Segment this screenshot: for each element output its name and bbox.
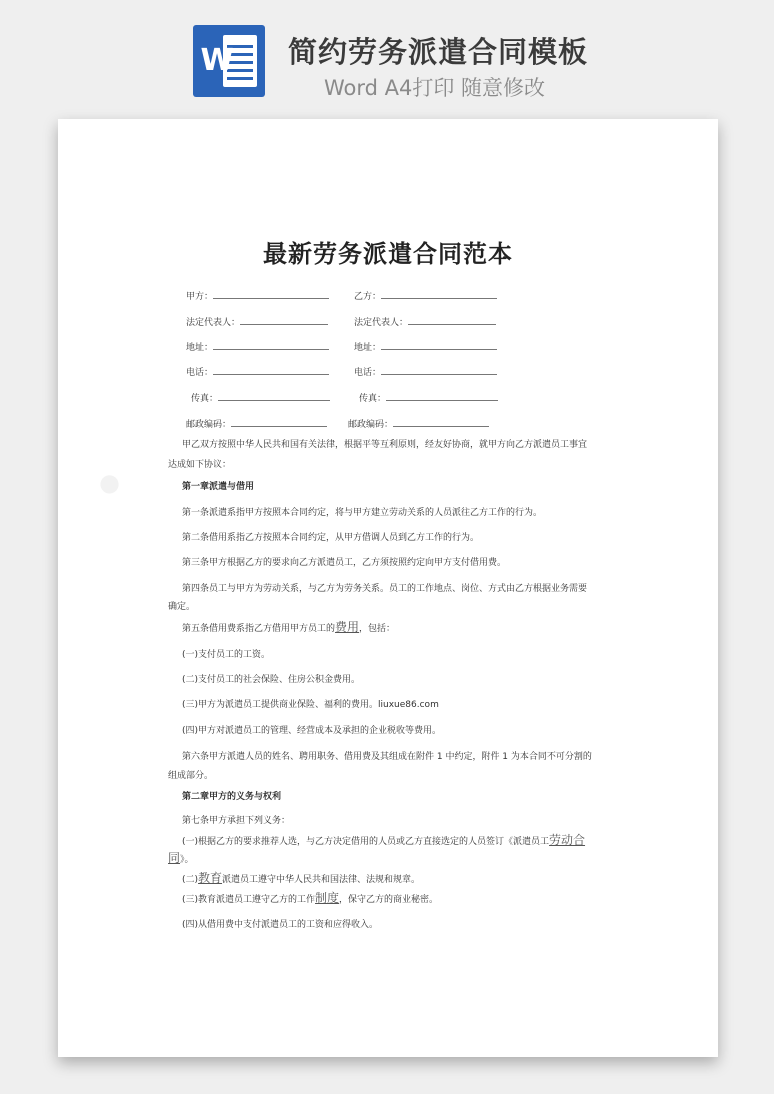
field-label: 电话： [186, 368, 214, 378]
text-run: ，包括： [359, 624, 396, 634]
field-blank [381, 289, 497, 299]
paragraph: 第三条甲方根据乙方的要求向乙方派遣员工，乙方须按照约定向甲方支付借用费。 [182, 558, 507, 568]
party-a-phone-field [186, 365, 329, 379]
field-label: 邮政编码： [186, 420, 232, 430]
party-a-field [186, 289, 329, 303]
field-label: 地址： [186, 343, 214, 353]
chapter-heading: 第一章派遣与借用 [182, 482, 255, 492]
list-item [182, 870, 617, 889]
keyword-link[interactable]: 教育 [198, 871, 223, 885]
party-a-postcode-field [186, 417, 327, 431]
paragraph: 第二条借用系指乙方按照本合同约定，从甲方借调人员到乙方工作的行为。 [182, 533, 480, 543]
list-item: (四)从借用费中支付派遣员工的工资和应得收入。 [182, 920, 379, 930]
field-blank [393, 417, 489, 427]
keyword-link[interactable]: 同 [168, 851, 181, 865]
field-label: 传真： [191, 394, 219, 404]
party-b-field [354, 289, 497, 303]
party-b-address-field [354, 340, 497, 354]
party-a-rep-field [186, 315, 328, 329]
list-item [182, 890, 617, 909]
party-b-postcode-field [348, 417, 489, 431]
field-blank [386, 391, 498, 401]
field-label: 邮政编码： [348, 420, 394, 430]
party-a-address-field [186, 340, 329, 354]
document-page [58, 119, 718, 1057]
keyword-link[interactable]: 劳动合 [549, 833, 586, 847]
list-item: (三)甲方为派遣员工提供商业保险、福利的费用。liuxue86.com [182, 700, 439, 710]
keyword-link[interactable]: 制度 [315, 891, 340, 905]
party-b-fax-field [359, 391, 498, 405]
list-item: (二)支付员工的社会保险、住房公积金费用。 [182, 675, 361, 685]
paragraph: 第四条员工与甲方为劳动关系，与乙方为劳务关系。员工的工作地点、岗位、方式由乙方根据业务需要 [182, 584, 588, 594]
watermark: ● [91, 465, 126, 501]
template-subtitle: Word A4打印 随意修改 [324, 76, 546, 100]
paragraph: 第七条甲方承担下列义务： [182, 816, 291, 826]
list-item [182, 832, 603, 851]
document-title: 最新劳务派遣合同范本 [263, 240, 513, 268]
paragraph [182, 619, 617, 638]
template-header [0, 0, 774, 110]
field-label: 法定代表人： [354, 318, 409, 328]
field-blank [408, 315, 496, 325]
paragraph: 组成部分。 [168, 771, 214, 781]
list-item: (四)甲方对派遣员工的管理、经营成本及承担的企业税收等费用。 [182, 726, 442, 736]
word-icon-letter: W [200, 43, 234, 78]
text-run: 第五条借用费系指乙方借用甲方员工的 [182, 624, 336, 634]
field-blank [231, 417, 327, 427]
paragraph: 第六条甲方派遣人员的姓名、聘用职务、借用费及其组成在附件 1 中约定，附件 1 为本合同不可分割的 [182, 752, 592, 762]
list-item-continuation [168, 850, 603, 869]
field-blank [381, 365, 497, 375]
field-label: 地址： [354, 343, 382, 353]
keyword-link[interactable]: 费用 [335, 620, 360, 634]
paragraph: 第一条派遣系指甲方按照本合同约定，将与甲方建立劳动关系的人员派往乙方工作的行为。 [182, 508, 543, 518]
text-run: (二) [182, 875, 199, 885]
paragraph: 甲乙双方按照中华人民共和国有关法律，根据平等互利原则，经友好协商，就甲方向乙方派遣员工事宜 [182, 440, 588, 450]
paragraph: 达成如下协议： [168, 460, 232, 470]
word-document-icon [193, 25, 265, 97]
field-label: 法定代表人： [186, 318, 241, 328]
field-blank [213, 365, 329, 375]
party-b-phone-field [354, 365, 497, 379]
template-title: 简约劳务派遣合同模板 [288, 35, 589, 69]
party-a-fax-field [191, 391, 330, 405]
list-item: (一)支付员工的工资。 [182, 650, 271, 660]
field-blank [213, 340, 329, 350]
text-run: ，保守乙方的商业秘密。 [339, 895, 439, 905]
field-blank [381, 340, 497, 350]
field-blank [213, 289, 329, 299]
text-run: (三)教育派遣员工遵守乙方的工作 [182, 895, 316, 905]
party-b-rep-field [354, 315, 496, 329]
field-label: 乙方： [354, 292, 382, 302]
field-blank [218, 391, 330, 401]
field-label: 电话： [354, 368, 382, 378]
text-run: 》。 [180, 855, 194, 865]
text-run: 派遣员工遵守中华人民共和国法律、法规和规章。 [222, 875, 421, 885]
field-label: 甲方： [186, 292, 214, 302]
field-blank [240, 315, 328, 325]
text-run: (一)根据乙方的要求推荐人选，与乙方决定借用的人员或乙方直接选定的人员签订《派遣员工 [182, 837, 550, 847]
field-label: 传真： [359, 394, 387, 404]
paragraph: 确定。 [168, 602, 196, 612]
chapter-heading: 第二章甲方的义务与权利 [182, 792, 282, 802]
